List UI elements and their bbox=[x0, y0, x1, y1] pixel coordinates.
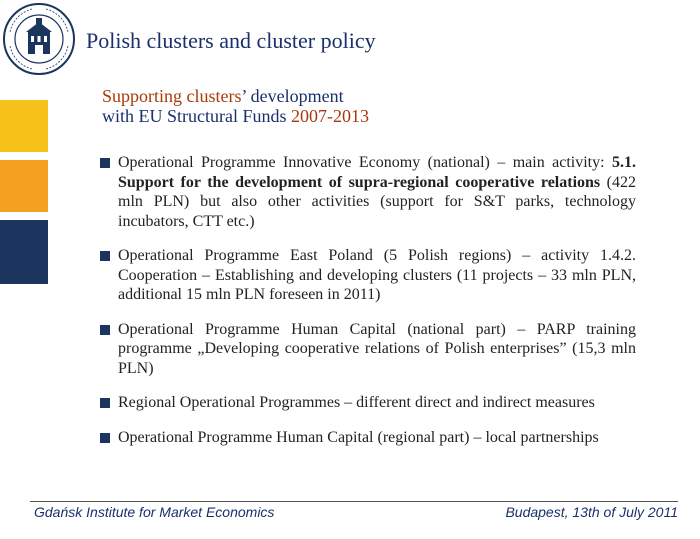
bullet-item bbox=[100, 428, 636, 448]
accent-bar-navy bbox=[0, 220, 48, 284]
bullet-square-icon bbox=[100, 433, 110, 443]
section-subtitle bbox=[102, 86, 369, 126]
footer-organization: Gdańsk Institute for Market Economics bbox=[34, 504, 275, 520]
bullet-square-icon bbox=[100, 325, 110, 335]
bullet-item bbox=[100, 246, 636, 305]
bullet-item bbox=[100, 320, 636, 379]
bullet-text: Operational Programme Human Capital (national part) – PARP training programme „Developing cooperative relations of Polish enterprises” (15,3 mln PLN) bbox=[118, 320, 636, 377]
bullet-square-icon bbox=[100, 398, 110, 408]
bullet-item bbox=[100, 153, 636, 231]
bullet-text: Operational Programme Innovative Economy (national) – main activity: bbox=[118, 154, 612, 171]
bullet-list bbox=[100, 153, 636, 447]
bullet-text-bold: 5.1. Support for the development of supra-regional cooperative relations bbox=[118, 154, 636, 191]
bullet-text: (422 mln PLN) but also other activities (support for S&T parks, technology incubators, CTT etc.) bbox=[118, 173, 636, 230]
subtitle-highlight: Supporting clusters bbox=[102, 86, 242, 106]
accent-bar-yellow bbox=[0, 100, 48, 152]
page-title: Polish clusters and cluster policy bbox=[86, 28, 376, 53]
bullet-square-icon bbox=[100, 158, 110, 168]
bullet-text: Regional Operational Programmes – different direct and indirect measures bbox=[118, 394, 595, 411]
bullet-text: Operational Programme East Poland (5 Polish regions) – activity 1.4.2. Cooperation – Establishing and developing clusters (11 projects – 33 mln PLN, additional 15 mln PLN foreseen in 2011) bbox=[118, 247, 636, 303]
bullet-text: Operational Programme Human Capital (regional part) – local partnerships bbox=[118, 428, 599, 446]
footer-divider bbox=[30, 501, 678, 502]
subtitle-text: ’ development bbox=[241, 86, 344, 106]
subtitle-text: with EU Structural Funds bbox=[102, 106, 291, 126]
footer-date: Budapest, 13th of July 2011 bbox=[505, 504, 678, 520]
bullet-square-icon bbox=[100, 251, 110, 261]
institute-seal-logo bbox=[2, 2, 76, 76]
bullet-item bbox=[100, 393, 636, 413]
subtitle-years: 2007-2013 bbox=[291, 106, 369, 126]
accent-bar-orange bbox=[0, 160, 48, 212]
